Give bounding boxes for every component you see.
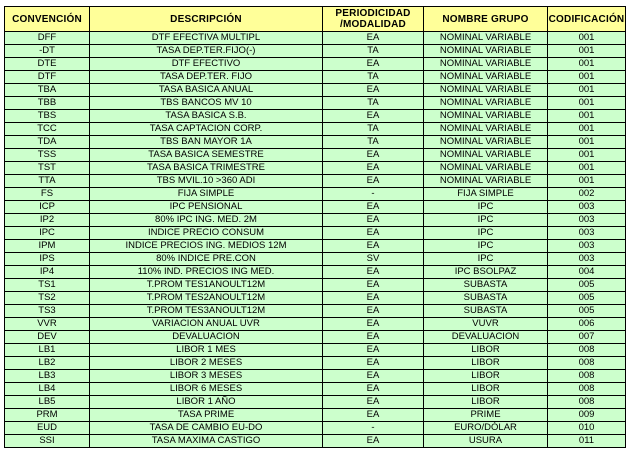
conventions-table [4, 6, 626, 448]
cell-descripcion: LIBOR 1 AÑO [90, 396, 323, 409]
cell-codificacion: 010 [548, 422, 626, 435]
table-row [5, 240, 626, 253]
cell-convencion: EUD [5, 422, 90, 435]
cell-convencion: IP4 [5, 266, 90, 279]
cell-nombre-grupo: IPC [424, 253, 548, 266]
cell-codificacion: 005 [548, 292, 626, 305]
cell-convencion: IP2 [5, 214, 90, 227]
cell-convencion: IPM [5, 240, 90, 253]
cell-codificacion: 001 [548, 45, 626, 58]
cell-convencion: IPS [5, 253, 90, 266]
cell-nombre-grupo: NOMINAL VARIABLE [424, 123, 548, 136]
cell-descripcion: T.PROM TES2ANOULT12M [90, 292, 323, 305]
cell-nombre-grupo: LIBOR [424, 344, 548, 357]
cell-descripcion: DEVALUACION [90, 331, 323, 344]
table-row [5, 175, 626, 188]
cell-codificacion: 003 [548, 240, 626, 253]
cell-periodicidad: EA [323, 409, 424, 422]
cell-periodicidad: EA [323, 370, 424, 383]
cell-periodicidad: SV [323, 253, 424, 266]
cell-nombre-grupo: LIBOR [424, 383, 548, 396]
cell-descripcion: LIBOR 2 MESES [90, 357, 323, 370]
cell-periodicidad: EA [323, 344, 424, 357]
cell-nombre-grupo: LIBOR [424, 357, 548, 370]
cell-codificacion: 008 [548, 344, 626, 357]
cell-descripcion: DTF EFECTIVO [90, 58, 323, 71]
cell-descripcion: TBS BAN MAYOR 1A [90, 136, 323, 149]
cell-codificacion: 004 [548, 266, 626, 279]
cell-periodicidad: - [323, 188, 424, 201]
cell-convencion: TTA [5, 175, 90, 188]
table-row [5, 279, 626, 292]
table-row [5, 357, 626, 370]
cell-descripcion: T.PROM TES3ANOULT12M [90, 305, 323, 318]
cell-convencion: SSI [5, 435, 90, 448]
cell-codificacion: 001 [548, 149, 626, 162]
cell-periodicidad: EA [323, 292, 424, 305]
table-row [5, 110, 626, 123]
cell-periodicidad: EA [323, 32, 424, 45]
cell-convencion: LB3 [5, 370, 90, 383]
table-row [5, 97, 626, 110]
cell-convencion: TBB [5, 97, 90, 110]
header-periodicidad [323, 7, 424, 32]
cell-descripcion: T.PROM TES1ANOULT12M [90, 279, 323, 292]
cell-codificacion: 003 [548, 227, 626, 240]
cell-periodicidad: EA [323, 58, 424, 71]
cell-codificacion: 007 [548, 331, 626, 344]
cell-periodicidad: EA [323, 84, 424, 97]
cell-codificacion: 008 [548, 357, 626, 370]
cell-convencion: TS3 [5, 305, 90, 318]
cell-convencion: PRM [5, 409, 90, 422]
cell-nombre-grupo: NOMINAL VARIABLE [424, 136, 548, 149]
cell-nombre-grupo: SUBASTA [424, 279, 548, 292]
header-row [5, 7, 626, 32]
cell-descripcion: 80% INDICE PRE.CON [90, 253, 323, 266]
cell-descripcion: TASA DE CAMBIO EU-DO [90, 422, 323, 435]
cell-codificacion: 003 [548, 214, 626, 227]
cell-descripcion: DTF EFECTIVA MULTIPL [90, 32, 323, 45]
cell-convencion: LB4 [5, 383, 90, 396]
cell-convencion: TS2 [5, 292, 90, 305]
cell-descripcion: INDICE PRECIO CONSUM [90, 227, 323, 240]
table-row [5, 383, 626, 396]
cell-periodicidad: EA [323, 149, 424, 162]
cell-descripcion: FIJA SIMPLE [90, 188, 323, 201]
cell-periodicidad: EA [323, 435, 424, 448]
cell-descripcion: LIBOR 6 MESES [90, 383, 323, 396]
cell-nombre-grupo: IPC [424, 201, 548, 214]
cell-nombre-grupo: PRIME [424, 409, 548, 422]
cell-nombre-grupo: DEVALUACION [424, 331, 548, 344]
cell-periodicidad: - [323, 422, 424, 435]
header-periodicidad-line2: /MODALIDAD [340, 19, 406, 30]
cell-descripcion: TASA DEP.TER. FIJO [90, 71, 323, 84]
cell-nombre-grupo: SUBASTA [424, 292, 548, 305]
cell-convencion: DTF [5, 71, 90, 84]
table-row [5, 45, 626, 58]
cell-convencion: LB5 [5, 396, 90, 409]
cell-periodicidad: EA [323, 201, 424, 214]
table-header [5, 7, 626, 32]
cell-nombre-grupo: LIBOR [424, 396, 548, 409]
table-row [5, 71, 626, 84]
header-codificacion: CODIFICACIÓN [548, 7, 626, 32]
cell-convencion: LB2 [5, 357, 90, 370]
cell-convencion: TCC [5, 123, 90, 136]
cell-periodicidad: TA [323, 97, 424, 110]
cell-nombre-grupo: NOMINAL VARIABLE [424, 162, 548, 175]
cell-periodicidad: EA [323, 110, 424, 123]
cell-descripcion: TASA CAPTACION CORP. [90, 123, 323, 136]
cell-periodicidad: EA [323, 266, 424, 279]
table-row [5, 188, 626, 201]
cell-nombre-grupo: IPC [424, 240, 548, 253]
cell-convencion: DEV [5, 331, 90, 344]
cell-codificacion: 009 [548, 409, 626, 422]
cell-periodicidad: EA [323, 305, 424, 318]
cell-codificacion: 005 [548, 279, 626, 292]
cell-nombre-grupo: NOMINAL VARIABLE [424, 32, 548, 45]
cell-periodicidad: TA [323, 123, 424, 136]
table-row [5, 344, 626, 357]
cell-nombre-grupo: NOMINAL VARIABLE [424, 45, 548, 58]
header-convencion: CONVENCIÓN [5, 7, 90, 32]
table-row [5, 305, 626, 318]
table-row [5, 409, 626, 422]
cell-codificacion: 005 [548, 305, 626, 318]
table-row [5, 58, 626, 71]
table-row [5, 253, 626, 266]
cell-convencion: IPC [5, 227, 90, 240]
cell-periodicidad: TA [323, 71, 424, 84]
cell-codificacion: 006 [548, 318, 626, 331]
table-row [5, 214, 626, 227]
cell-descripcion: INDICE PRECIOS ING. MEDIOS 12M [90, 240, 323, 253]
cell-convencion: VVR [5, 318, 90, 331]
cell-convencion: DFF [5, 32, 90, 45]
table-row [5, 435, 626, 448]
table-row [5, 32, 626, 45]
cell-descripcion: TASA PRIME [90, 409, 323, 422]
cell-periodicidad: TA [323, 45, 424, 58]
table-row [5, 292, 626, 305]
cell-descripcion: TBS MVIL.10 >360 ADI [90, 175, 323, 188]
cell-convencion: TS1 [5, 279, 90, 292]
table-row [5, 136, 626, 149]
cell-nombre-grupo: IPC [424, 214, 548, 227]
header-periodicidad-line1: PERIODICIDAD [335, 8, 411, 19]
table-row [5, 84, 626, 97]
table-row [5, 331, 626, 344]
cell-convencion: TBA [5, 84, 90, 97]
cell-codificacion: 001 [548, 136, 626, 149]
cell-periodicidad: EA [323, 331, 424, 344]
cell-periodicidad: EA [323, 318, 424, 331]
cell-descripcion: LIBOR 1 MES [90, 344, 323, 357]
cell-codificacion: 001 [548, 110, 626, 123]
cell-periodicidad: EA [323, 227, 424, 240]
cell-nombre-grupo: SUBASTA [424, 305, 548, 318]
cell-convencion: TDA [5, 136, 90, 149]
table-row [5, 370, 626, 383]
table-row [5, 422, 626, 435]
cell-nombre-grupo: LIBOR [424, 370, 548, 383]
cell-periodicidad: EA [323, 162, 424, 175]
cell-periodicidad: TA [323, 136, 424, 149]
cell-descripcion: TASA BASICA TRIMESTRE [90, 162, 323, 175]
cell-descripcion: TASA BASICA S.B. [90, 110, 323, 123]
cell-descripcion: VARIACION ANUAL UVR [90, 318, 323, 331]
table-row [5, 201, 626, 214]
cell-convencion: FS [5, 188, 90, 201]
cell-periodicidad: EA [323, 357, 424, 370]
cell-periodicidad: EA [323, 383, 424, 396]
cell-codificacion: 003 [548, 253, 626, 266]
cell-nombre-grupo: EURO/DÓLAR [424, 422, 548, 435]
cell-codificacion: 008 [548, 383, 626, 396]
table-body [5, 32, 626, 448]
table-row [5, 227, 626, 240]
cell-codificacion: 001 [548, 84, 626, 97]
cell-nombre-grupo: IPC [424, 227, 548, 240]
cell-codificacion: 001 [548, 175, 626, 188]
cell-convencion: LB1 [5, 344, 90, 357]
cell-nombre-grupo: NOMINAL VARIABLE [424, 97, 548, 110]
cell-codificacion: 001 [548, 123, 626, 136]
header-nombre-grupo: NOMBRE GRUPO [424, 7, 548, 32]
cell-convencion: TBS [5, 110, 90, 123]
cell-nombre-grupo: NOMINAL VARIABLE [424, 175, 548, 188]
table-row [5, 162, 626, 175]
cell-codificacion: 001 [548, 71, 626, 84]
cell-convencion: DTE [5, 58, 90, 71]
cell-descripcion: 110% IND. PRECIOS ING MED. [90, 266, 323, 279]
cell-codificacion: 001 [548, 32, 626, 45]
cell-codificacion: 001 [548, 97, 626, 110]
cell-descripcion: 80% IPC ING. MED. 2M [90, 214, 323, 227]
cell-periodicidad: EA [323, 396, 424, 409]
cell-nombre-grupo: NOMINAL VARIABLE [424, 71, 548, 84]
cell-descripcion: IPC PENSIONAL [90, 201, 323, 214]
cell-codificacion: 002 [548, 188, 626, 201]
cell-convencion: TSS [5, 149, 90, 162]
table-row [5, 318, 626, 331]
table-row [5, 266, 626, 279]
cell-codificacion: 008 [548, 370, 626, 383]
cell-codificacion: 001 [548, 162, 626, 175]
cell-periodicidad: EA [323, 175, 424, 188]
cell-convencion: TST [5, 162, 90, 175]
table-row [5, 396, 626, 409]
cell-descripcion: TASA BASICA SEMESTRE [90, 149, 323, 162]
cell-periodicidad: EA [323, 240, 424, 253]
cell-nombre-grupo: NOMINAL VARIABLE [424, 149, 548, 162]
cell-descripcion: TASA MAXIMA CASTIGO [90, 435, 323, 448]
header-descripcion: DESCRIPCIÓN [90, 7, 323, 32]
table-row [5, 149, 626, 162]
cell-periodicidad: EA [323, 214, 424, 227]
cell-periodicidad: EA [323, 279, 424, 292]
cell-descripcion: TASA DEP.TER.FIJO(-) [90, 45, 323, 58]
cell-convencion: -DT [5, 45, 90, 58]
cell-nombre-grupo: NOMINAL VARIABLE [424, 84, 548, 97]
cell-nombre-grupo: USURA [424, 435, 548, 448]
cell-nombre-grupo: NOMINAL VARIABLE [424, 58, 548, 71]
cell-descripcion: LIBOR 3 MESES [90, 370, 323, 383]
cell-codificacion: 011 [548, 435, 626, 448]
cell-convencion: ICP [5, 201, 90, 214]
cell-descripcion: TASA BASICA ANUAL [90, 84, 323, 97]
cell-nombre-grupo: NOMINAL VARIABLE [424, 110, 548, 123]
cell-codificacion: 003 [548, 201, 626, 214]
cell-nombre-grupo: FIJA SIMPLE [424, 188, 548, 201]
table-row [5, 123, 626, 136]
cell-nombre-grupo: VUVR [424, 318, 548, 331]
cell-nombre-grupo: IPC BSOLPAZ [424, 266, 548, 279]
cell-descripcion: TBS BANCOS MV 10 [90, 97, 323, 110]
cell-codificacion: 001 [548, 58, 626, 71]
cell-codificacion: 008 [548, 396, 626, 409]
